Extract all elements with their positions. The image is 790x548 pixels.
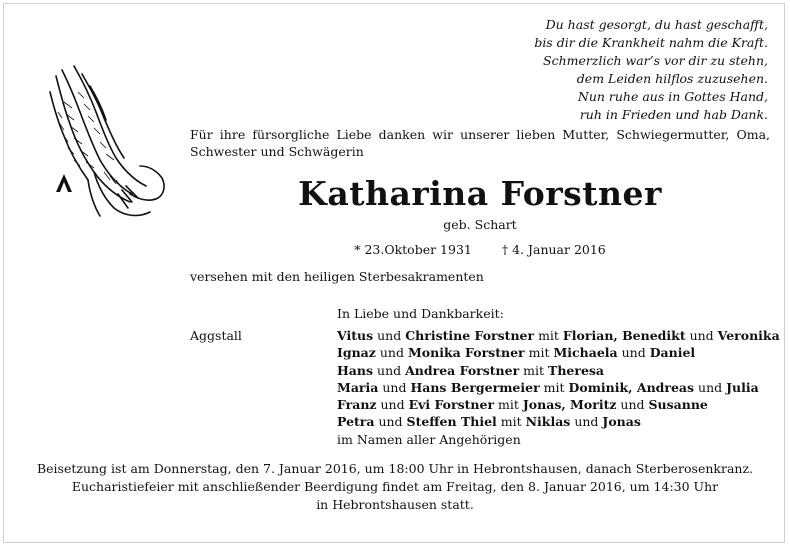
thanks-heading: In Liebe und Dankbarkeit: — [337, 306, 504, 321]
mourner-connector: und — [694, 379, 727, 395]
place-name: Aggstall — [190, 328, 242, 343]
poem-line: bis dir die Krankheit nahm die Kraft. — [534, 35, 768, 50]
birth-date: * 23.Oktober 1931 — [354, 242, 472, 257]
funeral-line: in Hebrontshausen statt. — [316, 497, 474, 512]
mourner-connector: und — [376, 397, 409, 413]
mourner-connector: mit — [519, 362, 549, 378]
mourner-name: Franz — [337, 397, 377, 413]
funeral-details — [20, 460, 770, 514]
mourner-name: Dominik, Andreas — [568, 379, 695, 395]
mourner-name: Florian, Benedikt — [562, 328, 686, 343]
mourner-name: Ignaz — [337, 345, 376, 361]
mourner-name: Steffen Thiel — [406, 414, 497, 430]
mourner-name: Michaela — [553, 345, 618, 361]
mourner-connector: und — [378, 379, 411, 395]
mourner-connector: und — [685, 328, 718, 343]
praying-hands-icon — [34, 62, 174, 222]
mourners-list — [337, 327, 780, 448]
poem-line: ruh in Frieden und hab Dank. — [579, 107, 768, 122]
mourner-connector: mit — [524, 345, 554, 361]
mourner-connector: und — [374, 414, 407, 430]
deceased-name: Katharina Forstner — [298, 174, 662, 213]
mourner-connector: und — [375, 345, 408, 361]
mourner-name: Daniel — [649, 345, 696, 361]
intro-text: Für ihre fürsorgliche Liebe danken wir unserer lieben Mutter, Schwiegermutter, Oma, Schwester und Schwägerin — [190, 127, 770, 159]
mourner-name: Jonas — [602, 414, 641, 430]
mourner-connector: und — [570, 414, 603, 430]
poem-line: Du hast gesorgt, du hast geschafft, — [545, 17, 768, 32]
sacraments-text: versehen mit den heiligen Sterbesakramenten — [190, 269, 484, 284]
mourner-connector: mit — [496, 414, 526, 430]
mourner-name: Niklas — [525, 414, 571, 430]
mourner-name: Christine Forstner — [405, 328, 535, 343]
mourner-line — [337, 344, 767, 361]
mourner-connector: mit — [539, 379, 569, 395]
mourner-name: Monika Forstner — [407, 345, 525, 361]
funeral-line: Beisetzung ist am Donnerstag, den 7. Januar 2016, um 18:00 Uhr in Hebrontshausen, danach Sterberosenkranz. — [36, 461, 754, 476]
funeral-line: Eucharistiefeier mit anschließender Beerdigung findet am Freitag, den 8. Januar 2016, um 14:30 Uhr — [71, 479, 719, 494]
mourner-name: Andrea Forstner — [405, 362, 520, 378]
poem — [368, 16, 768, 124]
mourner-line — [337, 327, 780, 344]
mourner-name: Evi Forstner — [408, 397, 495, 413]
mourner-line — [337, 396, 767, 413]
mourner-connector: und — [373, 362, 406, 378]
mourner-line — [337, 362, 767, 379]
mourner-name: Petra — [337, 414, 375, 430]
mourner-connector: mit — [534, 328, 563, 343]
mourner-name: Veronika — [717, 328, 780, 343]
life-dates — [190, 241, 770, 259]
poem-line: dem Leiden hilflos zuzusehen. — [576, 71, 768, 86]
mourner-name: Julia — [726, 379, 759, 395]
death-date: † 4. Januar 2016 — [501, 242, 606, 257]
mourner-name: Vitus — [337, 328, 374, 343]
mourner-connector: und — [617, 345, 650, 361]
mourner-connector: im Namen aller Angehörigen — [337, 431, 521, 447]
mourner-connector: und — [616, 397, 649, 413]
mourner-name: Jonas, Moritz — [522, 397, 617, 413]
mourner-line — [337, 379, 767, 396]
poem-line: Nun ruhe aus in Gottes Hand, — [577, 89, 768, 104]
mourner-connector: und — [373, 328, 406, 343]
maiden-name: geb. Schart — [443, 217, 517, 232]
mourner-line — [337, 413, 767, 430]
mourner-line — [337, 431, 767, 448]
mourner-name: Hans Bergermeier — [410, 379, 540, 395]
mourner-connector: mit — [494, 397, 523, 413]
mourner-name: Maria — [337, 379, 379, 395]
mourner-name: Susanne — [648, 397, 708, 413]
poem-line: Schmerzlich war’s vor dir zu stehn, — [543, 53, 768, 68]
mourner-name: Theresa — [548, 362, 605, 378]
mourner-name: Hans — [337, 362, 374, 378]
